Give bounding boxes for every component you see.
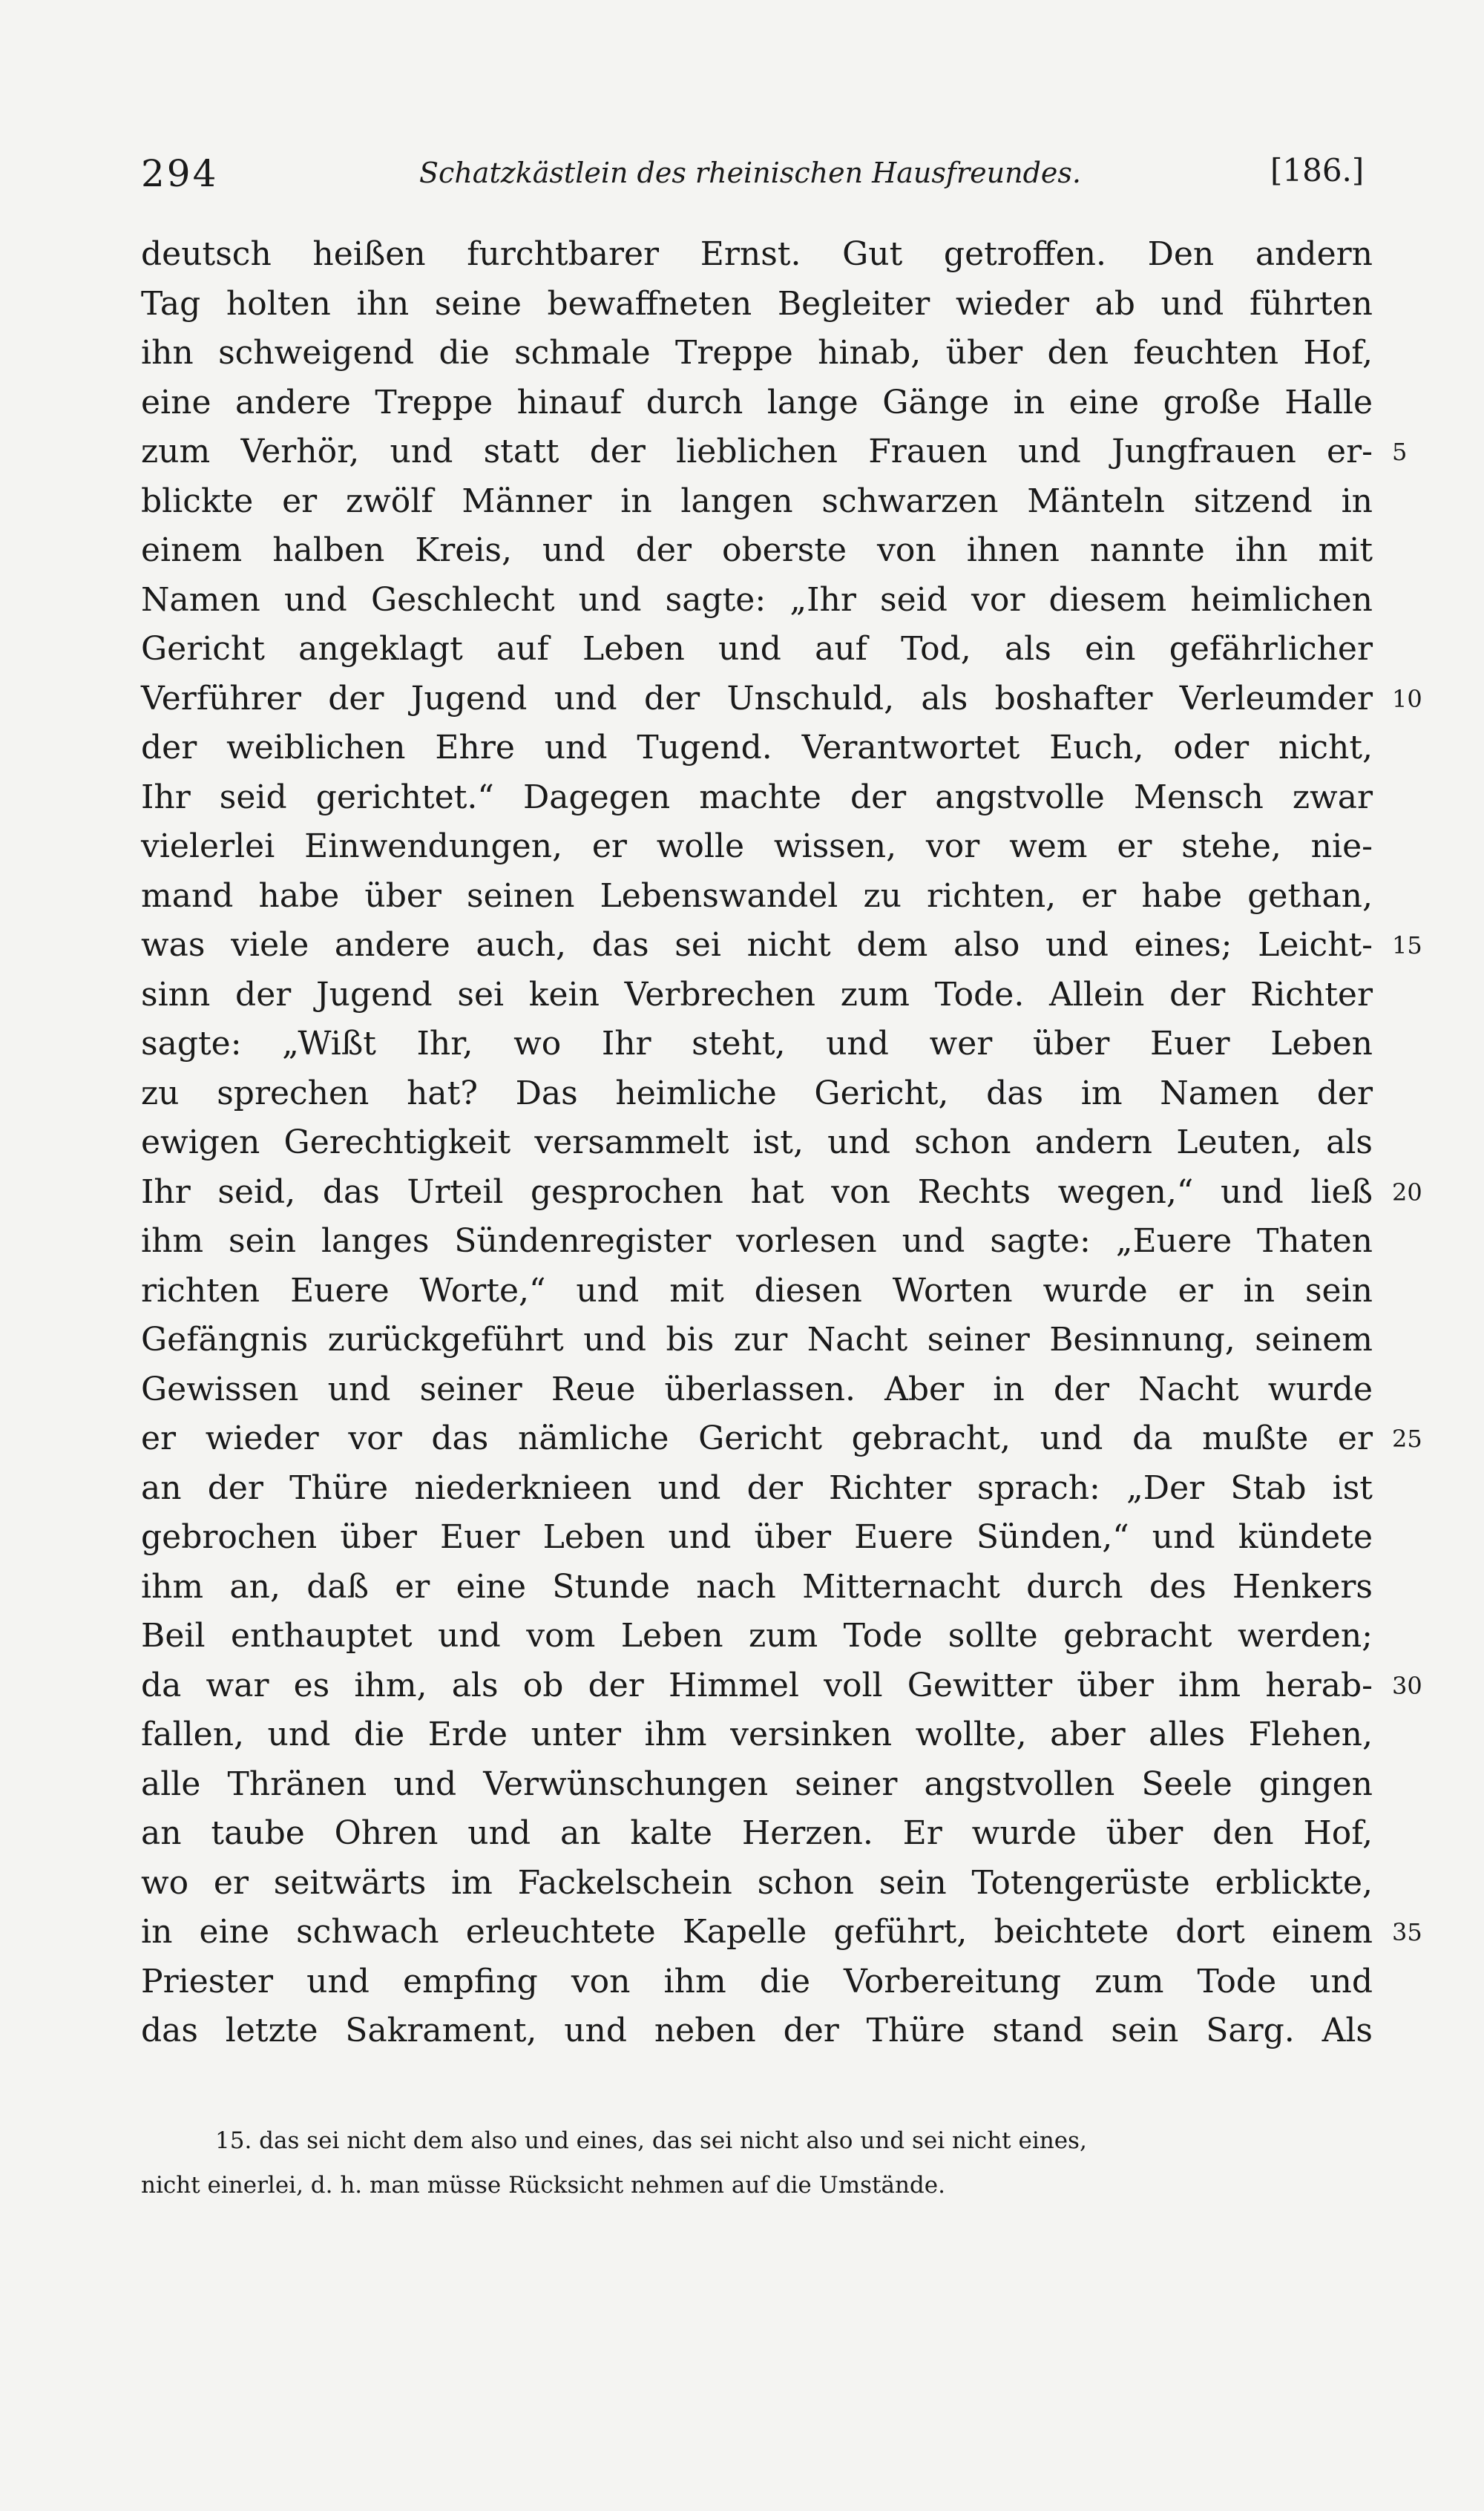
text-line: mand habe über seinen Lebenswandel zu richten, er habe gethan, (141, 876, 1373, 915)
text-line: eine andere Treppe hinauf durch lange Gänge in eine große Halle (141, 383, 1373, 421)
line-number: 25 (1392, 1425, 1422, 1453)
text-line: Priester und empfing von ihm die Vorbereitung zum Tode und (141, 1962, 1373, 2000)
text-line (141, 1414, 1422, 1464)
text-line (141, 674, 1422, 724)
body-text (141, 230, 1422, 2056)
line-number: 5 (1392, 438, 1408, 466)
line-number: 30 (1392, 1671, 1422, 1700)
text-line-content: Ihr seid, das Urteil gesprochen hat von Rechts wegen,“ und ließ (141, 1172, 1373, 1211)
text-line: wo er seitwärts im Fackelschein schon sein Totengerüste erblickte, (141, 1863, 1373, 1902)
footnote-line: 15. das sei nicht dem also und eines, das sei nicht also und sei nicht eines, (215, 2127, 1087, 2154)
text-line: sagte: „Wißt Ihr, wo Ihr steht, und wer über Euer Leben (141, 1025, 1373, 1063)
text-line: ihm an, daß er eine Stunde nach Mitternacht durch des Henkers (141, 1567, 1373, 1606)
text-line-content: in eine schwach erleuchtete Kapelle geführt, beichtete dort einem (141, 1913, 1373, 1951)
text-line: Tag holten ihn seine bewaffneten Begleiter wieder ab und führten (141, 284, 1373, 323)
text-line: Gericht angeklagt auf Leben und auf Tod, als ein gefährlicher (141, 630, 1373, 668)
line-number: 35 (1392, 1918, 1422, 1946)
text-line: an taube Ohren und an kalte Herzen. Er wurde über den Hof, (141, 1814, 1373, 1852)
text-line: sinn der Jugend sei kein Verbrechen zum Tode. Allein der Richter (141, 975, 1373, 1014)
text-line: ihm sein langes Sündenregister vorlesen und sagte: „Euere Thaten (141, 1222, 1373, 1260)
text-line-content: da war es ihm, als ob der Himmel voll Gewitter über ihm herab- (141, 1666, 1373, 1704)
running-title: Schatzkästlein des rheinischen Hausfreundes. (419, 157, 1081, 189)
page-header (0, 152, 1484, 204)
text-line (141, 1168, 1422, 1218)
text-line: der weiblichen Ehre und Tugend. Verantwortet Euch, oder nicht, (141, 729, 1373, 767)
text-line: Gewissen und seiner Reue überlassen. Aber in der Nacht wurde (141, 1370, 1373, 1408)
text-line: zu sprechen hat? Das heimliche Gericht, das im Namen der (141, 1074, 1373, 1112)
text-line: richten Euere Worte,“ und mit diesen Worten wurde er in sein (141, 1271, 1373, 1310)
text-line: Ihr seid gerichtet.“ Dagegen machte der angstvolle Mensch zwar (141, 778, 1373, 816)
footnotes (141, 2118, 1380, 2208)
line-number: 20 (1392, 1178, 1422, 1207)
text-line (141, 921, 1422, 971)
text-line: Beil enthauptet und vom Leben zum Tode sollte gebracht werden; (141, 1617, 1373, 1655)
text-line (141, 1661, 1422, 1711)
text-line: vielerlei Einwendungen, er wolle wissen, vor wem er stehe, nie- (141, 827, 1373, 865)
section-mark: [186.] (1270, 152, 1365, 188)
text-line: einem halben Kreis, und der oberste von ihnen nannte ihn mit (141, 531, 1373, 569)
text-line: fallen, und die Erde unter ihm versinken wollte, aber alles Flehen, (141, 1716, 1373, 1753)
text-line: ihn schweigend die schmale Treppe hinab, über den feuchten Hof, (141, 334, 1373, 372)
line-number: 10 (1392, 684, 1422, 713)
text-line: ewigen Gerechtigkeit versammelt ist, und schon andern Leuten, als (141, 1123, 1373, 1161)
text-line: Gefängnis zurückgeführt und bis zur Nacht seiner Besinnung, seinem (141, 1321, 1373, 1359)
text-line-content: was viele andere auch, das sei nicht dem also und eines; Leicht- (141, 926, 1373, 964)
text-line: alle Thränen und Verwünschungen seiner angstvollen Seele gingen (141, 1765, 1373, 1803)
line-number: 15 (1392, 931, 1422, 959)
text-line: deutsch heißen furchtbarer Ernst. Gut getroffen. Den andern (141, 235, 1373, 273)
text-line: blickte er zwölf Männer in langen schwarzen Mänteln sitzend in (141, 482, 1373, 520)
footnote-line: nicht einerlei, d. h. man müsse Rücksicht nehmen auf die Umstände. (141, 2172, 945, 2199)
text-line: an der Thüre niederknieen und der Richter sprach: „Der Stab ist (141, 1468, 1373, 1507)
text-line (141, 1908, 1422, 1957)
text-line: Namen und Geschlecht und sagte: „Ihr seid vor diesem heimlichen (141, 580, 1373, 619)
text-line-content: zum Verhör, und statt der lieblichen Frauen und Jungfrauen er- (141, 433, 1373, 470)
text-line-content: Verführer der Jugend und der Unschuld, als boshafter Verleumder (141, 679, 1373, 718)
text-line (141, 427, 1408, 477)
page-number: 294 (141, 152, 219, 195)
text-line-content: er wieder vor das nämliche Gericht gebracht, und da mußte er (141, 1419, 1373, 1457)
text-line: das letzte Sakrament, und neben der Thüre stand sein Sarg. Als (141, 2012, 1373, 2049)
text-line: gebrochen über Euer Leben und über Euere Sünden,“ und kündete (141, 1518, 1373, 1556)
